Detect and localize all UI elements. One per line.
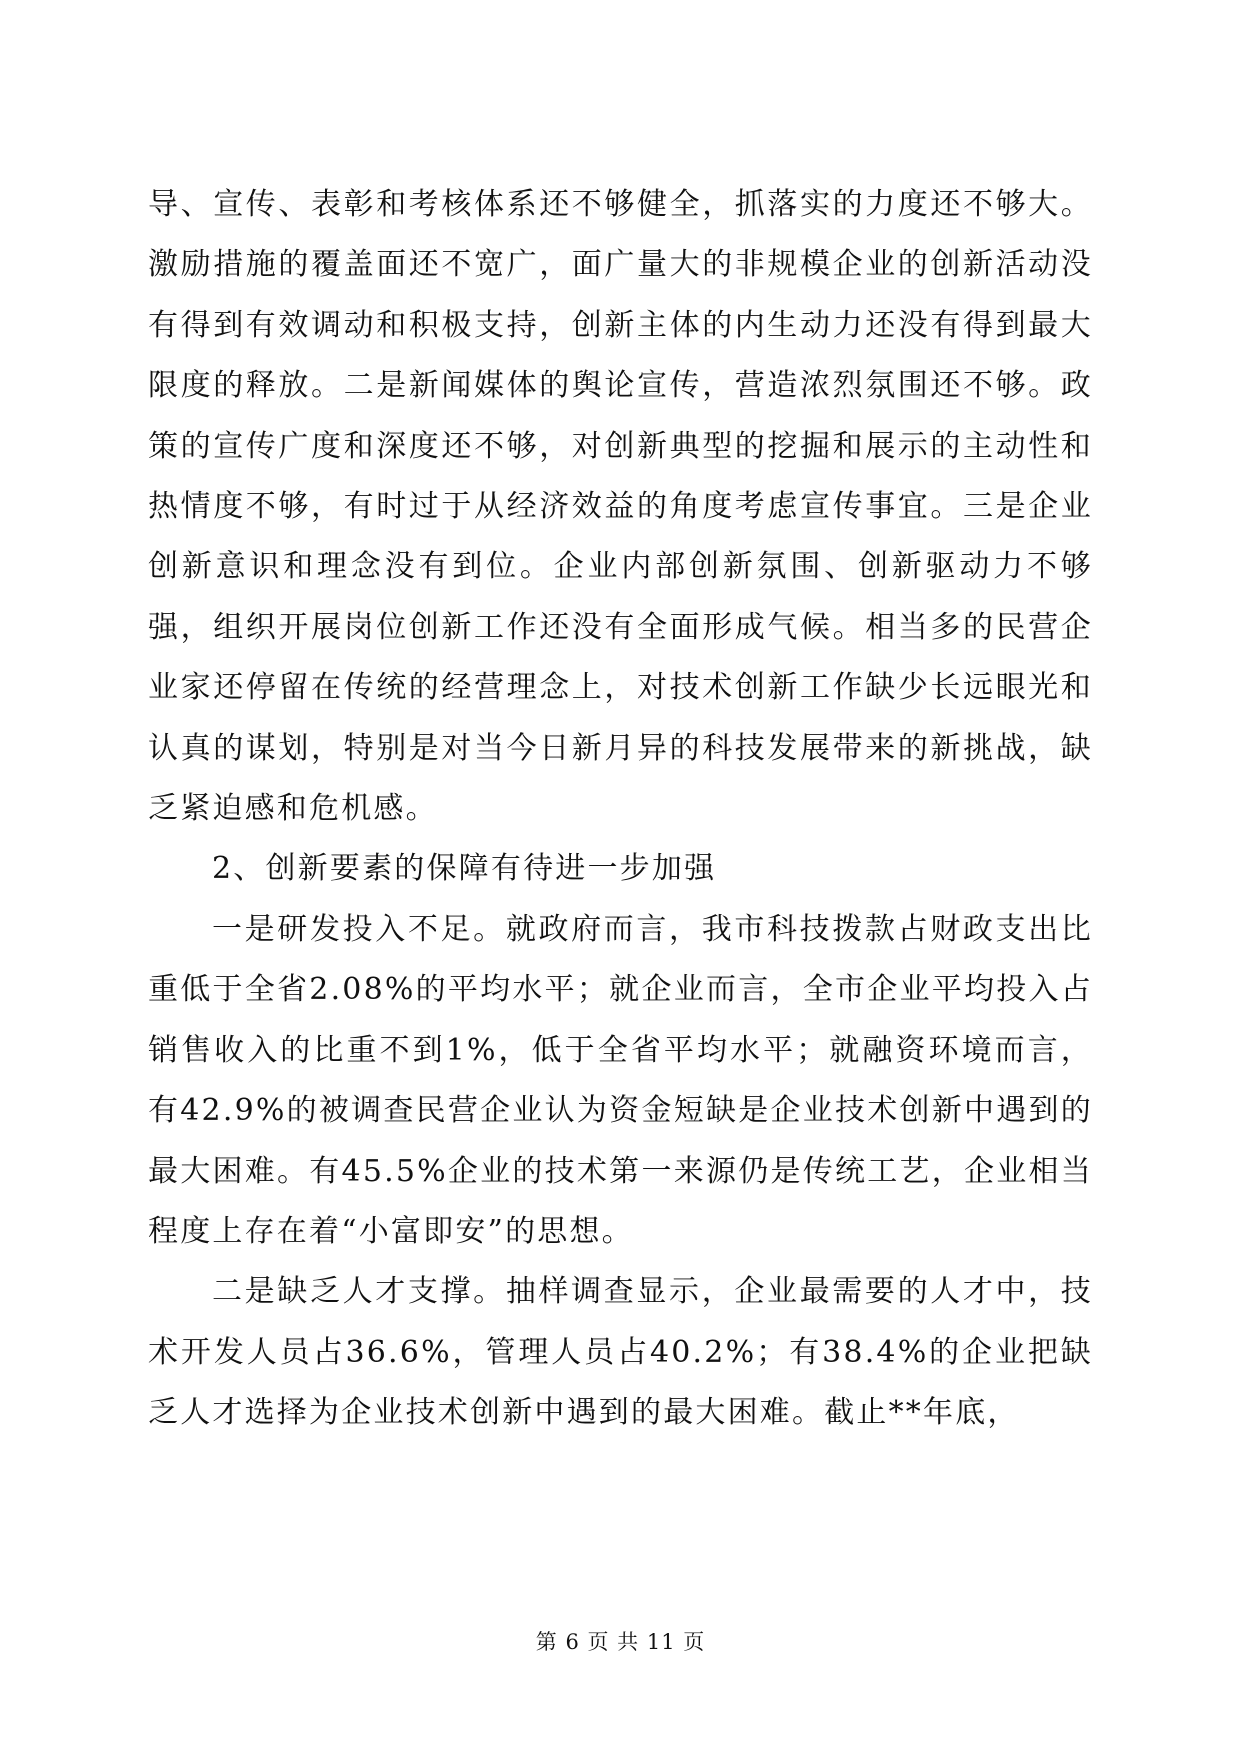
- paragraph-continuation: 导、宣传、表彰和考核体系还不够健全，抓落实的力度还不够大。激励措施的覆盖面还不宽广，面广量大的非规模企业的创新活动没有得到有效调动和积极支持，创新主体的内生动力还没有得到最大限度的释放。二是新闻媒体的舆论宣传，营造浓烈氛围还不够。政策的宣传广度和深度还不够，对创新典型的挖掘和展示的主动性和热情度不够，有时过于从经济效益的角度考虑宣传事宜。三是企业创新意识和理念没有到位。企业内部创新氛围、创新驱动力不够强，组织开展岗位创新工作还没有全面形成气候。相当多的民营企业家还停留在传统的经营理念上，对技术创新工作缺少长远眼光和认真的谋划，特别是对当今日新月异的科技发展带来的新挑战，缺乏紧迫感和危机感。: [148, 187, 1093, 827]
- page-number-footer: 第 6 页 共 11 页: [535, 1630, 706, 1654]
- document-body: [148, 175, 1093, 1444]
- section-heading: 2、创新要素的保障有待进一步加强: [212, 851, 717, 887]
- paragraph-rd-investment: 一是研发投入不足。就政府而言，我市科技拨款占财政支出比重低于全省2.08%的平均水平；就企业而言，全市企业平均投入占销售收入的比重不到1%，低于全省平均水平；就融资环境而言，有42.9%的被调查民营企业认为资金短缺是企业技术创新中遇到的最大困难。有45.5%企业的技术第一来源仍是传统工艺，企业相当程度上存在着“小富即安”的思想。: [148, 911, 1093, 1249]
- paragraph-talent-support: 二是缺乏人才支撑。抽样调查显示，企业最需要的人才中，技术开发人员占36.6%，管理人员占40.2%；有38.4%的企业把缺乏人才选择为企业技术创新中遇到的最大困难。截止**年底，: [148, 1274, 1093, 1431]
